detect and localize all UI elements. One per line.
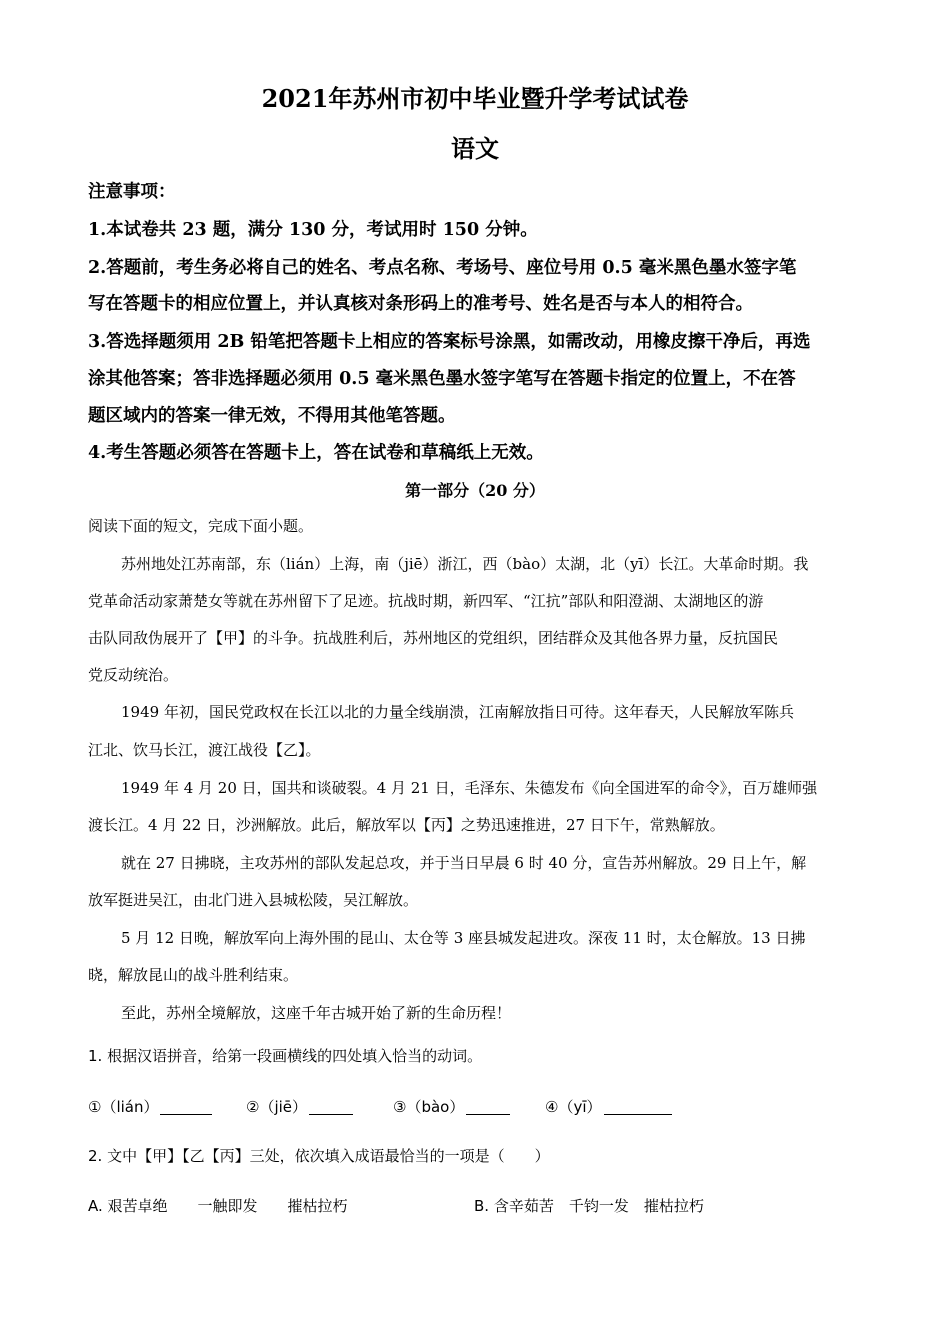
passage-line: 苏州地处江苏南部，东（lián）上海，南（jiē）浙江，西（bào）太湖，北（yī）长江。大革命时期。我 xyxy=(121,555,809,573)
notice-line: 3.答选择题须用 2B 铅笔把答题卡上相应的答案标号涂黑，如需改动，用橡皮擦干净后，再选 xyxy=(88,332,811,352)
option-letter: A. xyxy=(88,1197,103,1215)
answer-blank[interactable] xyxy=(160,1098,212,1115)
passage-line: 晓，解放昆山的战斗胜利结束。 xyxy=(88,966,299,984)
passage-line: 江北、饮马长江，渡江战役【乙】。 xyxy=(88,741,321,759)
answer-slot[interactable]: ②（jiē） xyxy=(246,1096,353,1118)
answer-slot[interactable]: ③（bào） xyxy=(393,1096,510,1118)
question-1-stem: 1. 根据汉语拼音，给第一段画横线的四处填入恰当的动词。 xyxy=(88,1047,483,1065)
exam-title: 2021年苏州市初中毕业暨升学考试试卷 xyxy=(261,84,689,113)
answer-slot[interactable]: ④（yī） xyxy=(545,1096,672,1118)
notice-line: 题区域内的答案一律无效，不得用其他笔答题。 xyxy=(88,406,456,426)
question-2-stem: 2. 文中【甲】【乙【丙】三处，依次填入成语最恰当的一项是（ ） xyxy=(88,1147,550,1165)
passage-line: 党革命活动家萧楚女等就在苏州留下了足迹。抗战时期，新四军、“江抗”部队和阳澄湖、太湖地区的游 xyxy=(88,592,764,610)
question-2-options xyxy=(88,1195,868,1217)
option-letter: B. xyxy=(474,1197,490,1215)
question-1-answers xyxy=(88,1096,868,1118)
subject-title: 语文 xyxy=(451,134,499,163)
passage-line: 渡长江。4 月 22 日，沙洲解放。此后，解放军以【丙】之势迅速推进，27 日下午，常熟解放。 xyxy=(88,816,725,834)
passage-line: 击队同敌伪展开了【甲】的斗争。抗战胜利后，苏州地区的党组织，团结群众及其他各界力量，反抗国民 xyxy=(88,629,779,647)
part-title: 第一部分（20 分） xyxy=(405,481,545,500)
passage-line: 就在 27 日拂晓，主攻苏州的部队发起总攻，并于当日早晨 6 时 40 分，宣告苏州解放。29 日上午，解 xyxy=(121,854,807,872)
notice-line: 2.答题前，考生务必将自己的姓名、考点名称、考场号、座位号用 0.5 毫米黑色墨水签字笔 xyxy=(88,258,797,278)
passage-line: 党反动统治。 xyxy=(88,666,179,684)
instruction-text: 阅读下面的短文，完成下面小题。 xyxy=(88,517,314,535)
option-a[interactable] xyxy=(88,1195,348,1217)
notice-line: 写在答题卡的相应位置上，并认真核对条形码上的准考号、姓名是否与本人的相符合。 xyxy=(88,294,753,314)
answer-blank[interactable] xyxy=(466,1098,510,1115)
passage-line: 至此，苏州全境解放，这座千年古城开始了新的生命历程！ xyxy=(121,1004,512,1022)
option-text: 含辛茹苦 千钧一发 摧枯拉朽 xyxy=(493,1197,704,1215)
option-text: 艰苦卓绝 一触即发 摧枯拉朽 xyxy=(107,1197,348,1215)
notice-line: 4.考生答题必须答在答题卡上，答在试卷和草稿纸上无效。 xyxy=(88,443,544,463)
passage-line: 1949 年 4 月 20 日，国共和谈破裂。4 月 21 日，毛泽东、朱德发布《向全国进军的命令》，百万雄师强 xyxy=(121,779,818,797)
passage-line: 5 月 12 日晚，解放军向上海外围的昆山、太仓等 3 座县城发起进攻。深夜 11 时，太仓解放。13 日拂 xyxy=(121,929,806,947)
option-b[interactable] xyxy=(474,1195,704,1217)
notice-line: 1.本试卷共 23 题，满分 130 分，考试用时 150 分钟。 xyxy=(88,220,538,240)
answer-slot[interactable]: ①（lián） xyxy=(88,1096,212,1118)
answer-blank[interactable] xyxy=(309,1098,353,1115)
passage-line: 1949 年初，国民党政权在长江以北的力量全线崩溃，江南解放指日可待。这年春天，人民解放军陈兵 xyxy=(121,703,794,721)
answer-blank[interactable] xyxy=(604,1098,672,1115)
notice-line: 涂其他答案；答非选择题必须用 0.5 毫米黑色墨水签字笔写在答题卡指定的位置上，不在答 xyxy=(88,369,796,389)
passage-line: 放军挺进吴江，由北门进入县城松陵，吴江解放。 xyxy=(88,891,419,909)
notice-heading: 注意事项： xyxy=(88,182,176,202)
